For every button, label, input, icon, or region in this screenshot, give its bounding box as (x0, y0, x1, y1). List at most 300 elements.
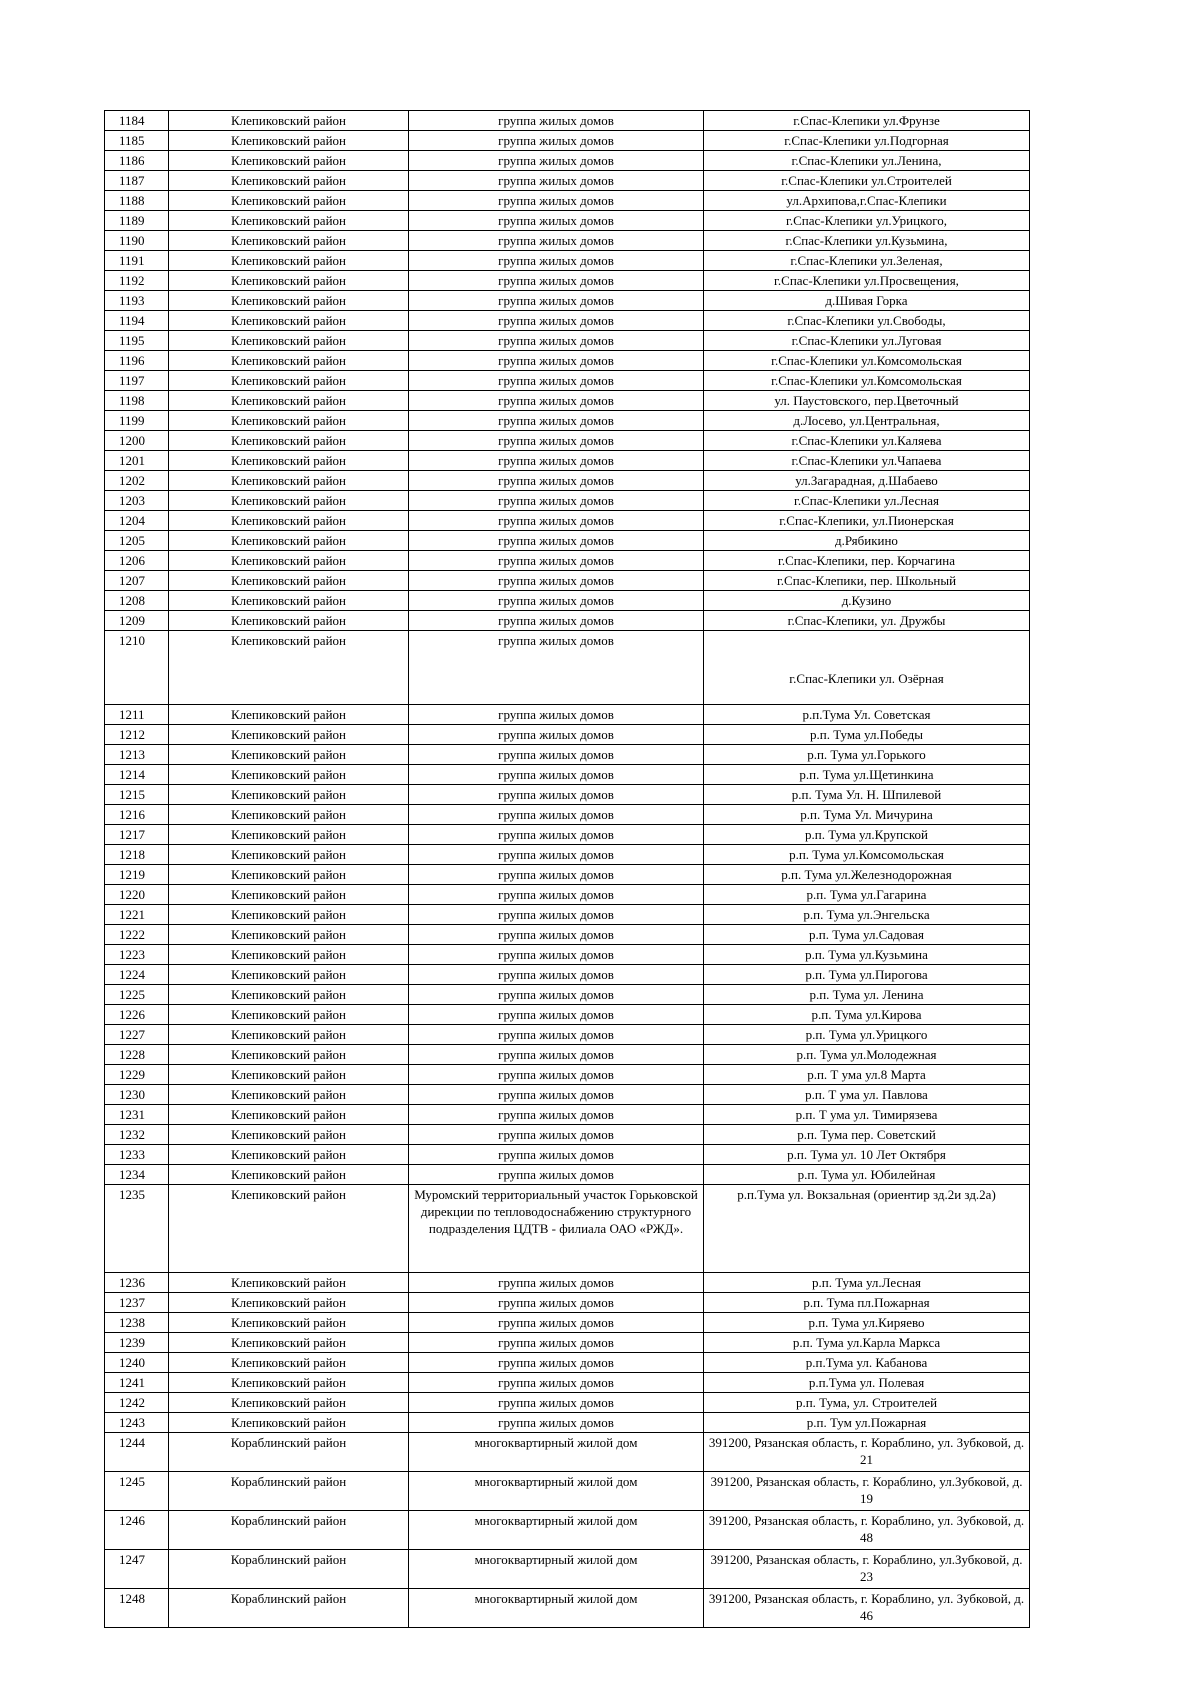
table-row (105, 1373, 1030, 1393)
table-row (105, 571, 1030, 591)
district-cell: Клепиковский район (169, 1333, 409, 1353)
table-row (105, 905, 1030, 925)
address-cell: р.п. Тума ул.Горького (704, 745, 1030, 765)
address-cell: р.п. Тума ул.Лесная (704, 1273, 1030, 1293)
object-cell: группа жилых домов (409, 351, 704, 371)
row-number-cell: 1248 (105, 1589, 169, 1628)
table-row (105, 1511, 1030, 1550)
row-number-cell: 1211 (105, 705, 169, 725)
row-number-cell: 1220 (105, 885, 169, 905)
row-number-cell: 1247 (105, 1550, 169, 1589)
district-cell: Клепиковский район (169, 151, 409, 171)
district-cell: Клепиковский район (169, 1313, 409, 1333)
district-cell: Клепиковский район (169, 311, 409, 331)
row-number-cell: 1202 (105, 471, 169, 491)
district-cell: Клепиковский район (169, 1005, 409, 1025)
address-cell: р.п. Тума ул.Пирогова (704, 965, 1030, 985)
row-number-cell: 1226 (105, 1005, 169, 1025)
row-number-cell: 1197 (105, 371, 169, 391)
district-cell: Клепиковский район (169, 351, 409, 371)
row-number-cell: 1227 (105, 1025, 169, 1045)
district-cell: Клепиковский район (169, 1065, 409, 1085)
address-cell: р.п. Тума ул.Победы (704, 725, 1030, 745)
table-row (105, 1165, 1030, 1185)
object-cell: группа жилых домов (409, 1333, 704, 1353)
object-cell: группа жилых домов (409, 371, 704, 391)
district-cell: Клепиковский район (169, 411, 409, 431)
district-cell: Кораблинский район (169, 1550, 409, 1589)
row-number-cell: 1229 (105, 1065, 169, 1085)
object-cell: группа жилых домов (409, 1025, 704, 1045)
district-cell: Клепиковский район (169, 765, 409, 785)
table-row (105, 1433, 1030, 1472)
district-cell: Клепиковский район (169, 251, 409, 271)
row-number-cell: 1205 (105, 531, 169, 551)
row-number-cell: 1223 (105, 945, 169, 965)
table-row (105, 471, 1030, 491)
address-cell: р.п. Тума ул.Урицкого (704, 1025, 1030, 1045)
object-cell: группа жилых домов (409, 945, 704, 965)
row-number-cell: 1207 (105, 571, 169, 591)
object-cell: группа жилых домов (409, 231, 704, 251)
district-cell: Клепиковский район (169, 825, 409, 845)
address-cell: ул.Архипова,г.Спас-Клепики (704, 191, 1030, 211)
address-cell: р.п. Т ума ул. Тимирязева (704, 1105, 1030, 1125)
address-cell: р.п. Тум ул.Пожарная (704, 1413, 1030, 1433)
object-cell: группа жилых домов (409, 1293, 704, 1313)
object-cell: группа жилых домов (409, 1353, 704, 1373)
address-cell: г.Спас-Клепики ул.Каляева (704, 431, 1030, 451)
row-number-cell: 1198 (105, 391, 169, 411)
row-number-cell: 1193 (105, 291, 169, 311)
object-cell: группа жилых домов (409, 1145, 704, 1165)
district-cell: Клепиковский район (169, 1393, 409, 1413)
object-cell: многоквартирный жилой дом (409, 1550, 704, 1589)
table-row (105, 865, 1030, 885)
district-cell: Клепиковский район (169, 1373, 409, 1393)
object-cell: группа жилых домов (409, 1105, 704, 1125)
object-cell: группа жилых домов (409, 511, 704, 531)
table-row (105, 945, 1030, 965)
object-cell: группа жилых домов (409, 491, 704, 511)
row-number-cell: 1189 (105, 211, 169, 231)
table-row (105, 1589, 1030, 1628)
address-cell: г.Спас-Клепики ул.Комсомольская (704, 351, 1030, 371)
address-cell: р.п. Т ума ул. Павлова (704, 1085, 1030, 1105)
object-cell: группа жилых домов (409, 1413, 704, 1433)
address-cell: 391200, Рязанская область, г. Кораблино, ул. Зубковой, д. 46 (704, 1589, 1030, 1628)
row-number-cell: 1233 (105, 1145, 169, 1165)
row-number-cell: 1228 (105, 1045, 169, 1065)
district-cell: Клепиковский район (169, 805, 409, 825)
row-number-cell: 1230 (105, 1085, 169, 1105)
address-cell: г.Спас-Клепики ул.Лесная (704, 491, 1030, 511)
object-cell: многоквартирный жилой дом (409, 1589, 704, 1628)
district-cell: Кораблинский район (169, 1589, 409, 1628)
object-cell: многоквартирный жилой дом (409, 1511, 704, 1550)
table-row (105, 271, 1030, 291)
district-cell: Клепиковский район (169, 1025, 409, 1045)
object-cell: группа жилых домов (409, 785, 704, 805)
address-cell: 391200, Рязанская область, г. Кораблино, ул.Зубковой, д. 23 (704, 1550, 1030, 1589)
address-cell: р.п. Тума ул. Ленина (704, 985, 1030, 1005)
row-number-cell: 1191 (105, 251, 169, 271)
object-cell: группа жилых домов (409, 1273, 704, 1293)
district-cell: Клепиковский район (169, 331, 409, 351)
district-cell: Клепиковский район (169, 985, 409, 1005)
table-row (105, 1293, 1030, 1313)
district-cell: Клепиковский район (169, 945, 409, 965)
district-cell: Клепиковский район (169, 1273, 409, 1293)
table-row (105, 785, 1030, 805)
row-number-cell: 1246 (105, 1511, 169, 1550)
row-number-cell: 1219 (105, 865, 169, 885)
address-cell: г.Спас-Клепики ул.Луговая (704, 331, 1030, 351)
address-cell: г.Спас-Клепики, ул. Дружбы (704, 611, 1030, 631)
object-cell: группа жилых домов (409, 1045, 704, 1065)
district-cell: Клепиковский район (169, 725, 409, 745)
district-cell: Клепиковский район (169, 631, 409, 705)
district-cell: Клепиковский район (169, 1045, 409, 1065)
district-cell: Клепиковский район (169, 431, 409, 451)
district-cell: Клепиковский район (169, 291, 409, 311)
object-cell: группа жилых домов (409, 151, 704, 171)
table-row (105, 611, 1030, 631)
row-number-cell: 1188 (105, 191, 169, 211)
address-cell: г.Спас-Клепики, пер. Корчагина (704, 551, 1030, 571)
table-row (105, 805, 1030, 825)
address-cell: г.Спас-Клепики ул.Строителей (704, 171, 1030, 191)
table-row (105, 725, 1030, 745)
row-number-cell: 1225 (105, 985, 169, 1005)
row-number-cell: 1231 (105, 1105, 169, 1125)
address-cell: г.Спас-Клепики ул.Просвещения, (704, 271, 1030, 291)
row-number-cell: 1210 (105, 631, 169, 705)
object-cell: группа жилых домов (409, 925, 704, 945)
row-number-cell: 1234 (105, 1165, 169, 1185)
object-cell: группа жилых домов (409, 111, 704, 131)
row-number-cell: 1204 (105, 511, 169, 531)
row-number-cell: 1194 (105, 311, 169, 331)
address-cell: г.Спас-Клепики ул. Озёрная (704, 631, 1030, 705)
district-cell: Клепиковский район (169, 1085, 409, 1105)
row-number-cell: 1199 (105, 411, 169, 431)
address-cell: р.п. Тума пл.Пожарная (704, 1293, 1030, 1313)
object-cell: группа жилых домов (409, 331, 704, 351)
object-cell: группа жилых домов (409, 271, 704, 291)
district-cell: Клепиковский район (169, 1105, 409, 1125)
district-cell: Кораблинский район (169, 1433, 409, 1472)
district-cell: Клепиковский район (169, 571, 409, 591)
row-number-cell: 1235 (105, 1185, 169, 1273)
object-cell: группа жилых домов (409, 531, 704, 551)
object-cell: группа жилых домов (409, 825, 704, 845)
object-cell: группа жилых домов (409, 1125, 704, 1145)
address-cell: д.Шивая Горка (704, 291, 1030, 311)
object-cell: группа жилых домов (409, 311, 704, 331)
object-cell: группа жилых домов (409, 1165, 704, 1185)
table-row (105, 705, 1030, 725)
address-cell: р.п. Тума ул.Киряево (704, 1313, 1030, 1333)
district-cell: Клепиковский район (169, 1353, 409, 1373)
row-number-cell: 1209 (105, 611, 169, 631)
row-number-cell: 1218 (105, 845, 169, 865)
table-row (105, 451, 1030, 471)
district-cell: Клепиковский район (169, 845, 409, 865)
row-number-cell: 1236 (105, 1273, 169, 1293)
table-row (105, 885, 1030, 905)
address-cell: р.п. Тума, ул. Строителей (704, 1393, 1030, 1413)
address-cell: р.п. Тума ул.Гагарина (704, 885, 1030, 905)
address-cell: г.Спас-Клепики ул.Свободы, (704, 311, 1030, 331)
row-number-cell: 1206 (105, 551, 169, 571)
address-cell: г.Спас-Клепики ул.Комсомольская (704, 371, 1030, 391)
table-row (105, 151, 1030, 171)
row-number-cell: 1208 (105, 591, 169, 611)
table-row (105, 1413, 1030, 1433)
table-row (105, 765, 1030, 785)
table-row (105, 925, 1030, 945)
table-row (105, 1550, 1030, 1589)
row-number-cell: 1190 (105, 231, 169, 251)
address-cell: р.п. Тума Ул. Мичурина (704, 805, 1030, 825)
district-cell: Клепиковский район (169, 551, 409, 571)
object-cell: группа жилых домов (409, 131, 704, 151)
table-row (105, 631, 1030, 705)
object-cell: группа жилых домов (409, 391, 704, 411)
address-cell: ул. Паустовского, пер.Цветочный (704, 391, 1030, 411)
table-row (105, 231, 1030, 251)
row-number-cell: 1239 (105, 1333, 169, 1353)
table-row (105, 591, 1030, 611)
district-cell: Клепиковский район (169, 705, 409, 725)
row-number-cell: 1196 (105, 351, 169, 371)
object-cell: группа жилых домов (409, 905, 704, 925)
address-cell: 391200, Рязанская область, г. Кораблино, ул. Зубковой, д. 21 (704, 1433, 1030, 1472)
object-cell: группа жилых домов (409, 291, 704, 311)
district-cell: Клепиковский район (169, 1145, 409, 1165)
table-row (105, 1025, 1030, 1045)
table-row (105, 825, 1030, 845)
table-row (105, 431, 1030, 451)
row-number-cell: 1222 (105, 925, 169, 945)
table-row (105, 511, 1030, 531)
row-number-cell: 1240 (105, 1353, 169, 1373)
object-cell: многоквартирный жилой дом (409, 1433, 704, 1472)
object-cell: группа жилых домов (409, 191, 704, 211)
row-number-cell: 1217 (105, 825, 169, 845)
row-number-cell: 1215 (105, 785, 169, 805)
object-cell: группа жилых домов (409, 411, 704, 431)
district-cell: Клепиковский район (169, 491, 409, 511)
district-cell: Клепиковский район (169, 965, 409, 985)
object-cell: группа жилых домов (409, 805, 704, 825)
district-cell: Кораблинский район (169, 1511, 409, 1550)
object-cell: группа жилых домов (409, 551, 704, 571)
table-row (105, 351, 1030, 371)
address-cell: г.Спас-Клепики ул.Ленина, (704, 151, 1030, 171)
address-cell: 391200, Рязанская область, г. Кораблино, ул.Зубковой, д. 19 (704, 1472, 1030, 1511)
object-cell: группа жилых домов (409, 885, 704, 905)
table-row (105, 1085, 1030, 1105)
table-row (105, 1472, 1030, 1511)
row-number-cell: 1241 (105, 1373, 169, 1393)
object-cell: группа жилых домов (409, 251, 704, 271)
row-number-cell: 1201 (105, 451, 169, 471)
table-row (105, 1313, 1030, 1333)
address-cell: р.п. Тума ул.Садовая (704, 925, 1030, 945)
row-number-cell: 1212 (105, 725, 169, 745)
district-cell: Клепиковский район (169, 885, 409, 905)
row-number-cell: 1216 (105, 805, 169, 825)
district-cell: Клепиковский район (169, 391, 409, 411)
district-cell: Клепиковский район (169, 131, 409, 151)
district-cell: Клепиковский район (169, 745, 409, 765)
table-row (105, 1185, 1030, 1273)
address-cell: р.п.Тума ул. Полевая (704, 1373, 1030, 1393)
table-row (105, 1065, 1030, 1085)
table-row (105, 331, 1030, 351)
table-row (105, 551, 1030, 571)
table-row (105, 391, 1030, 411)
address-cell: р.п. Тума Ул. Н. Шпилевой (704, 785, 1030, 805)
address-cell: р.п. Т ума ул.8 Марта (704, 1065, 1030, 1085)
object-cell: группа жилых домов (409, 571, 704, 591)
district-cell: Клепиковский район (169, 231, 409, 251)
table-row (105, 171, 1030, 191)
object-cell: группа жилых домов (409, 745, 704, 765)
address-cell: р.п. Тума ул.Комсомольская (704, 845, 1030, 865)
address-cell: г.Спас-Клепики, пер. Школьный (704, 571, 1030, 591)
row-number-cell: 1244 (105, 1433, 169, 1472)
district-cell: Кораблинский район (169, 1472, 409, 1511)
address-cell: р.п.Тума ул. Кабанова (704, 1353, 1030, 1373)
address-cell: д.Рябикино (704, 531, 1030, 551)
address-cell: д.Лосево, ул.Центральная, (704, 411, 1030, 431)
address-cell: р.п. Тума ул.Крупской (704, 825, 1030, 845)
table-row (105, 1393, 1030, 1413)
district-cell: Клепиковский район (169, 371, 409, 391)
table-row (105, 531, 1030, 551)
object-cell: группа жилых домов (409, 865, 704, 885)
district-cell: Клепиковский район (169, 905, 409, 925)
object-cell: группа жилых домов (409, 471, 704, 491)
table-row (105, 251, 1030, 271)
table-row (105, 985, 1030, 1005)
address-cell: ул.Загарадная, д.Шабаево (704, 471, 1030, 491)
row-number-cell: 1242 (105, 1393, 169, 1413)
table-row (105, 1145, 1030, 1165)
address-cell: г.Спас-Клепики ул.Чапаева (704, 451, 1030, 471)
object-cell: группа жилых домов (409, 845, 704, 865)
table-row (105, 191, 1030, 211)
address-cell: г.Спас-Клепики ул.Подгорная (704, 131, 1030, 151)
district-cell: Клепиковский район (169, 171, 409, 191)
table-row (105, 411, 1030, 431)
address-cell: р.п. Тума ул.Молодежная (704, 1045, 1030, 1065)
address-cell: р.п. Тума ул.Кузьмина (704, 945, 1030, 965)
address-cell: д.Кузино (704, 591, 1030, 611)
object-cell: группа жилых домов (409, 985, 704, 1005)
object-cell: группа жилых домов (409, 1373, 704, 1393)
row-number-cell: 1184 (105, 111, 169, 131)
district-cell: Клепиковский район (169, 511, 409, 531)
district-cell: Клепиковский район (169, 271, 409, 291)
row-number-cell: 1192 (105, 271, 169, 291)
row-number-cell: 1237 (105, 1293, 169, 1313)
row-number-cell: 1195 (105, 331, 169, 351)
table-row (105, 491, 1030, 511)
table-row (105, 1125, 1030, 1145)
table-row (105, 1273, 1030, 1293)
table-row (105, 845, 1030, 865)
row-number-cell: 1232 (105, 1125, 169, 1145)
table-body (105, 111, 1030, 1628)
address-cell: р.п. Тума ул.Щетинкина (704, 765, 1030, 785)
district-cell: Клепиковский район (169, 451, 409, 471)
table-row (105, 211, 1030, 231)
address-cell: р.п.Тума Ул. Советская (704, 705, 1030, 725)
address-cell: р.п. Тума ул. Юбилейная (704, 1165, 1030, 1185)
address-cell: г.Спас-Клепики ул.Урицкого, (704, 211, 1030, 231)
object-cell: многоквартирный жилой дом (409, 1472, 704, 1511)
object-cell: Муромский территориальный участок Горьковской дирекции по тепловодоснабжению структурного подразделения ЦДТВ - филиала ОАО «РЖД». (409, 1185, 704, 1273)
district-cell: Клепиковский район (169, 211, 409, 231)
row-number-cell: 1238 (105, 1313, 169, 1333)
row-number-cell: 1186 (105, 151, 169, 171)
table-row (105, 371, 1030, 391)
address-cell: 391200, Рязанская область, г. Кораблино, ул. Зубковой, д. 48 (704, 1511, 1030, 1550)
row-number-cell: 1213 (105, 745, 169, 765)
document-page (104, 110, 1029, 1628)
object-cell: группа жилых домов (409, 591, 704, 611)
district-cell: Клепиковский район (169, 1125, 409, 1145)
district-cell: Клепиковский район (169, 785, 409, 805)
row-number-cell: 1200 (105, 431, 169, 451)
table-row (105, 1333, 1030, 1353)
object-cell: группа жилых домов (409, 965, 704, 985)
address-cell: г.Спас-Клепики ул.Кузьмина, (704, 231, 1030, 251)
row-number-cell: 1243 (105, 1413, 169, 1433)
object-cell: группа жилых домов (409, 631, 704, 705)
table-row (105, 745, 1030, 765)
address-cell: г.Спас-Клепики, ул.Пионерская (704, 511, 1030, 531)
district-cell: Клепиковский район (169, 865, 409, 885)
table-row (105, 131, 1030, 151)
row-number-cell: 1224 (105, 965, 169, 985)
object-cell: группа жилых домов (409, 451, 704, 471)
object-cell: группа жилых домов (409, 211, 704, 231)
address-cell: г.Спас-Клепики ул.Фрунзе (704, 111, 1030, 131)
district-cell: Клепиковский район (169, 925, 409, 945)
address-cell: р.п.Тума ул. Вокзальная (ориентир зд.2и зд.2а) (704, 1185, 1030, 1273)
district-cell: Клепиковский район (169, 191, 409, 211)
district-cell: Клепиковский район (169, 611, 409, 631)
table-row (105, 1045, 1030, 1065)
district-cell: Клепиковский район (169, 1165, 409, 1185)
district-cell: Клепиковский район (169, 111, 409, 131)
district-cell: Клепиковский район (169, 1413, 409, 1433)
address-cell: р.п. Тума ул.Железнодорожная (704, 865, 1030, 885)
table-row (105, 311, 1030, 331)
district-cell: Клепиковский район (169, 591, 409, 611)
district-cell: Клепиковский район (169, 531, 409, 551)
object-cell: группа жилых домов (409, 765, 704, 785)
object-cell: группа жилых домов (409, 611, 704, 631)
table-row (105, 1353, 1030, 1373)
row-number-cell: 1203 (105, 491, 169, 511)
table-row (105, 1105, 1030, 1125)
